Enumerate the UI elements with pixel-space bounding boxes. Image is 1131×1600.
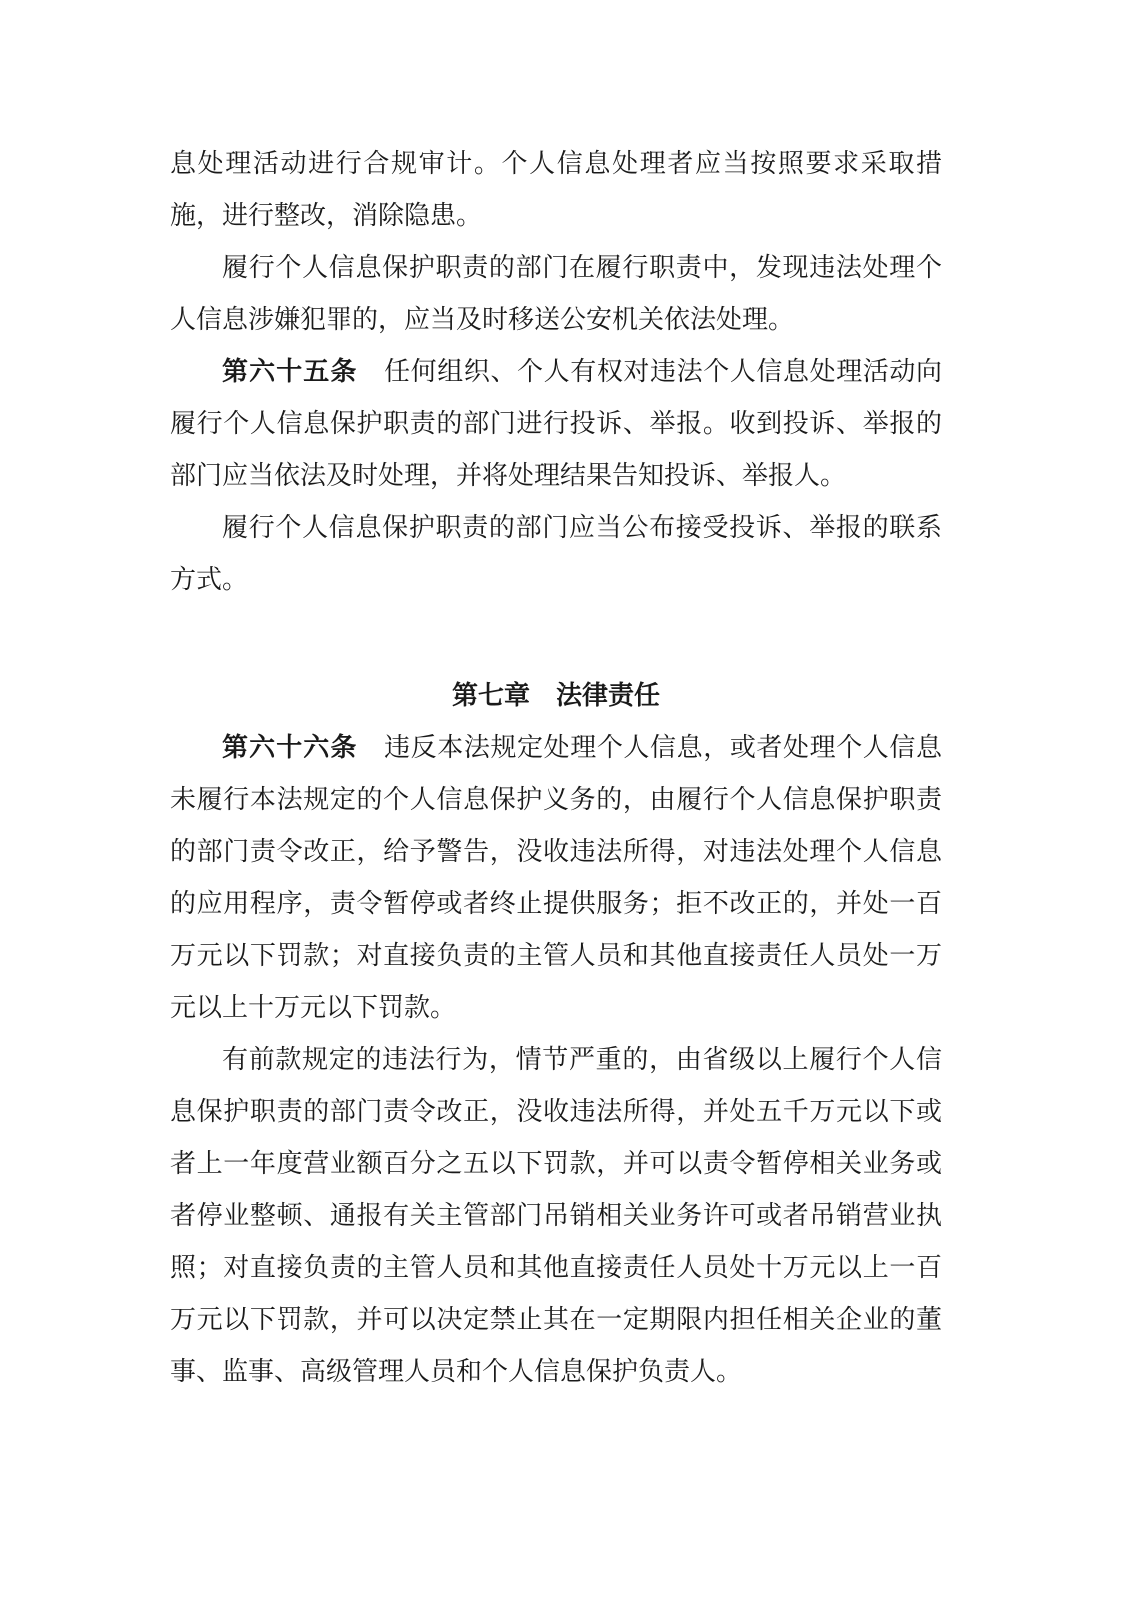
document-body — [170, 138, 942, 1398]
paragraph — [170, 1034, 942, 1398]
paragraph — [170, 138, 942, 242]
paragraph-text: 息处理活动进行合规审计。个人信息处理者应当按照要求采取措施，进行整改，消除隐患。 — [170, 149, 942, 231]
paragraph — [170, 242, 942, 346]
chapter-title: 第七章 法律责任 — [451, 681, 660, 711]
article-paragraph — [170, 722, 942, 1034]
article-paragraph — [170, 346, 942, 502]
paragraph-text: 履行个人信息保护职责的部门在履行职责中，发现违法处理个人信息涉嫌犯罪的，应当及时移送公安机关依法处理。 — [170, 253, 942, 335]
paragraph-text: 违反本法规定处理个人信息，或者处理个人信息未履行本法规定的个人信息保护义务的，由履行个人信息保护职责的部门责令改正，给予警告，没收违法所得，对违法处理个人信息的应用程序，责令暂停或者终止提供服务；拒不改正的，并处一百万元以下罚款；对直接负责的主管人员和其他直接责任人员处一万元以上十万元以下罚款。 — [170, 733, 942, 1023]
paragraph — [170, 502, 942, 606]
paragraph-text: 履行个人信息保护职责的部门应当公布接受投诉、举报的联系方式。 — [170, 513, 942, 595]
article-number: 第六十六条 — [222, 733, 358, 763]
paragraph-text: 任何组织、个人有权对违法个人信息处理活动向履行个人信息保护职责的部门进行投诉、举报。收到投诉、举报的部门应当依法及时处理，并将处理结果告知投诉、举报人。 — [170, 357, 942, 491]
article-number: 第六十五条 — [222, 357, 358, 387]
paragraph-text: 有前款规定的违法行为，情节严重的，由省级以上履行个人信息保护职责的部门责令改正，没收违法所得，并处五千万元以下或者上一年度营业额百分之五以下罚款，并可以责令暂停相关业务或者停业整顿、通报有关主管部门吊销相关业务许可或者吊销营业执照；对直接负责的主管人员和其他直接责任人员处十万元以上一百万元以下罚款，并可以决定禁止其在一定期限内担任相关企业的董事、监事、高级管理人员和个人信息保护负责人。 — [170, 1045, 942, 1387]
